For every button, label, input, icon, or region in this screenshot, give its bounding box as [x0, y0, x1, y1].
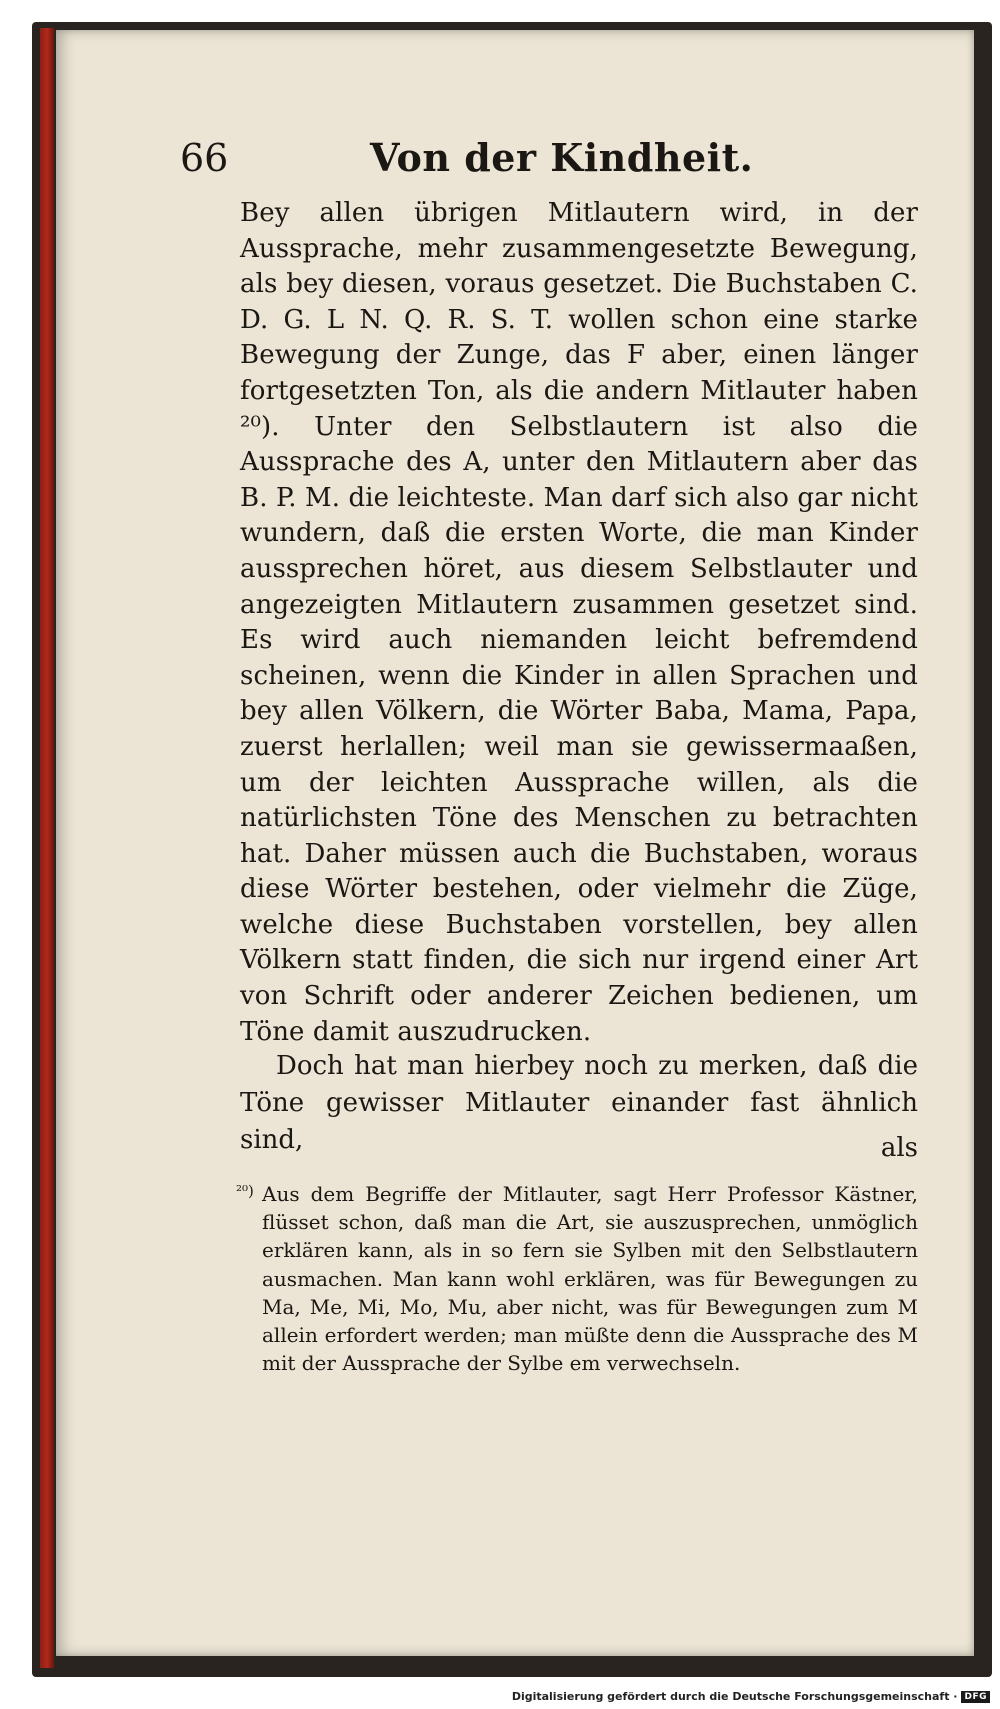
paragraph-1: Bey allen übrigen Mitlautern wird, in der Aussprache, mehr zusammengesetzte Bewegung, als bey diesen, voraus gesetzet. Die Buchstaben C. D. G. L N. Q. R. S. T. wollen schon eine starke Bewegung der Zunge, das F aber, einen länger fortgesetzten Ton, als die andern Mitlauter haben ²⁰). Unter den Selbstlautern ist also die Aussprache des A, unter den Mitlautern aber das B. P. M. die leichteste. Man darf sich also gar nicht wundern, daß die ersten Worte, die man Kinder aussprechen höret, aus diesem Selbstlauter und angezeigten Mitlautern zusammen gesetzet sind. Es wird auch niemanden leicht befremdend scheinen, wenn die Kinder in allen Sprachen und bey allen Völkern, die Wörter Baba, Mama, Papa, zuerst herlallen; weil man sie gewissermaaßen, um der leichten Aussprache willen, als die natürlichsten Töne des Menschen zu betrachten hat. Daher müssen auch die Buchstaben, woraus diese Wörter bestehen, oder vielmehr die Züge, welche diese Buchstaben vorstellen, bey allen Völkern statt finden, die sich nur irgend einer Art von Schrift oder anderer Zeichen bedienen, um Töne damit auszudrucken.: [240, 198, 918, 1047]
main-text: [240, 196, 918, 1050]
page-header: [180, 130, 780, 186]
digitization-credit: [512, 1690, 990, 1704]
book-binding-edge: [40, 28, 54, 1668]
footnote: [236, 1180, 918, 1377]
running-title: Von der Kindheit.: [370, 135, 754, 180]
page-number: 66: [180, 136, 229, 180]
catchword: als: [880, 1133, 918, 1163]
footnote-text: Aus dem Begriffe der Mitlauter, sagt Herr Professor Kästner, flüsset schon, daß man die Art, sie auszusprechen, unmöglich erklären kann, als in so fern sie Sylben mit den Selbstlautern ausmachen. Man kann wohl erklären, was für Bewegungen zu Ma, Me, Mi, Mo, Mu, aber nicht, was für Bewegungen zum M allein erfordert werden; man müßte denn die Aussprache des M mit der Aussprache der Sylbe em verwechseln.: [262, 1182, 918, 1376]
paragraph-2: Doch hat man hierbey noch zu merken, daß die Töne gewisser Mitlauter einander fast ähnlich sind,: [240, 1051, 918, 1155]
dfg-logo-icon: DFG: [961, 1691, 990, 1703]
footnote-mark: ²⁰): [236, 1182, 254, 1200]
credit-text: Digitalisierung gefördert durch die Deutsche Forschungsgemeinschaft ·: [511, 1690, 958, 1703]
